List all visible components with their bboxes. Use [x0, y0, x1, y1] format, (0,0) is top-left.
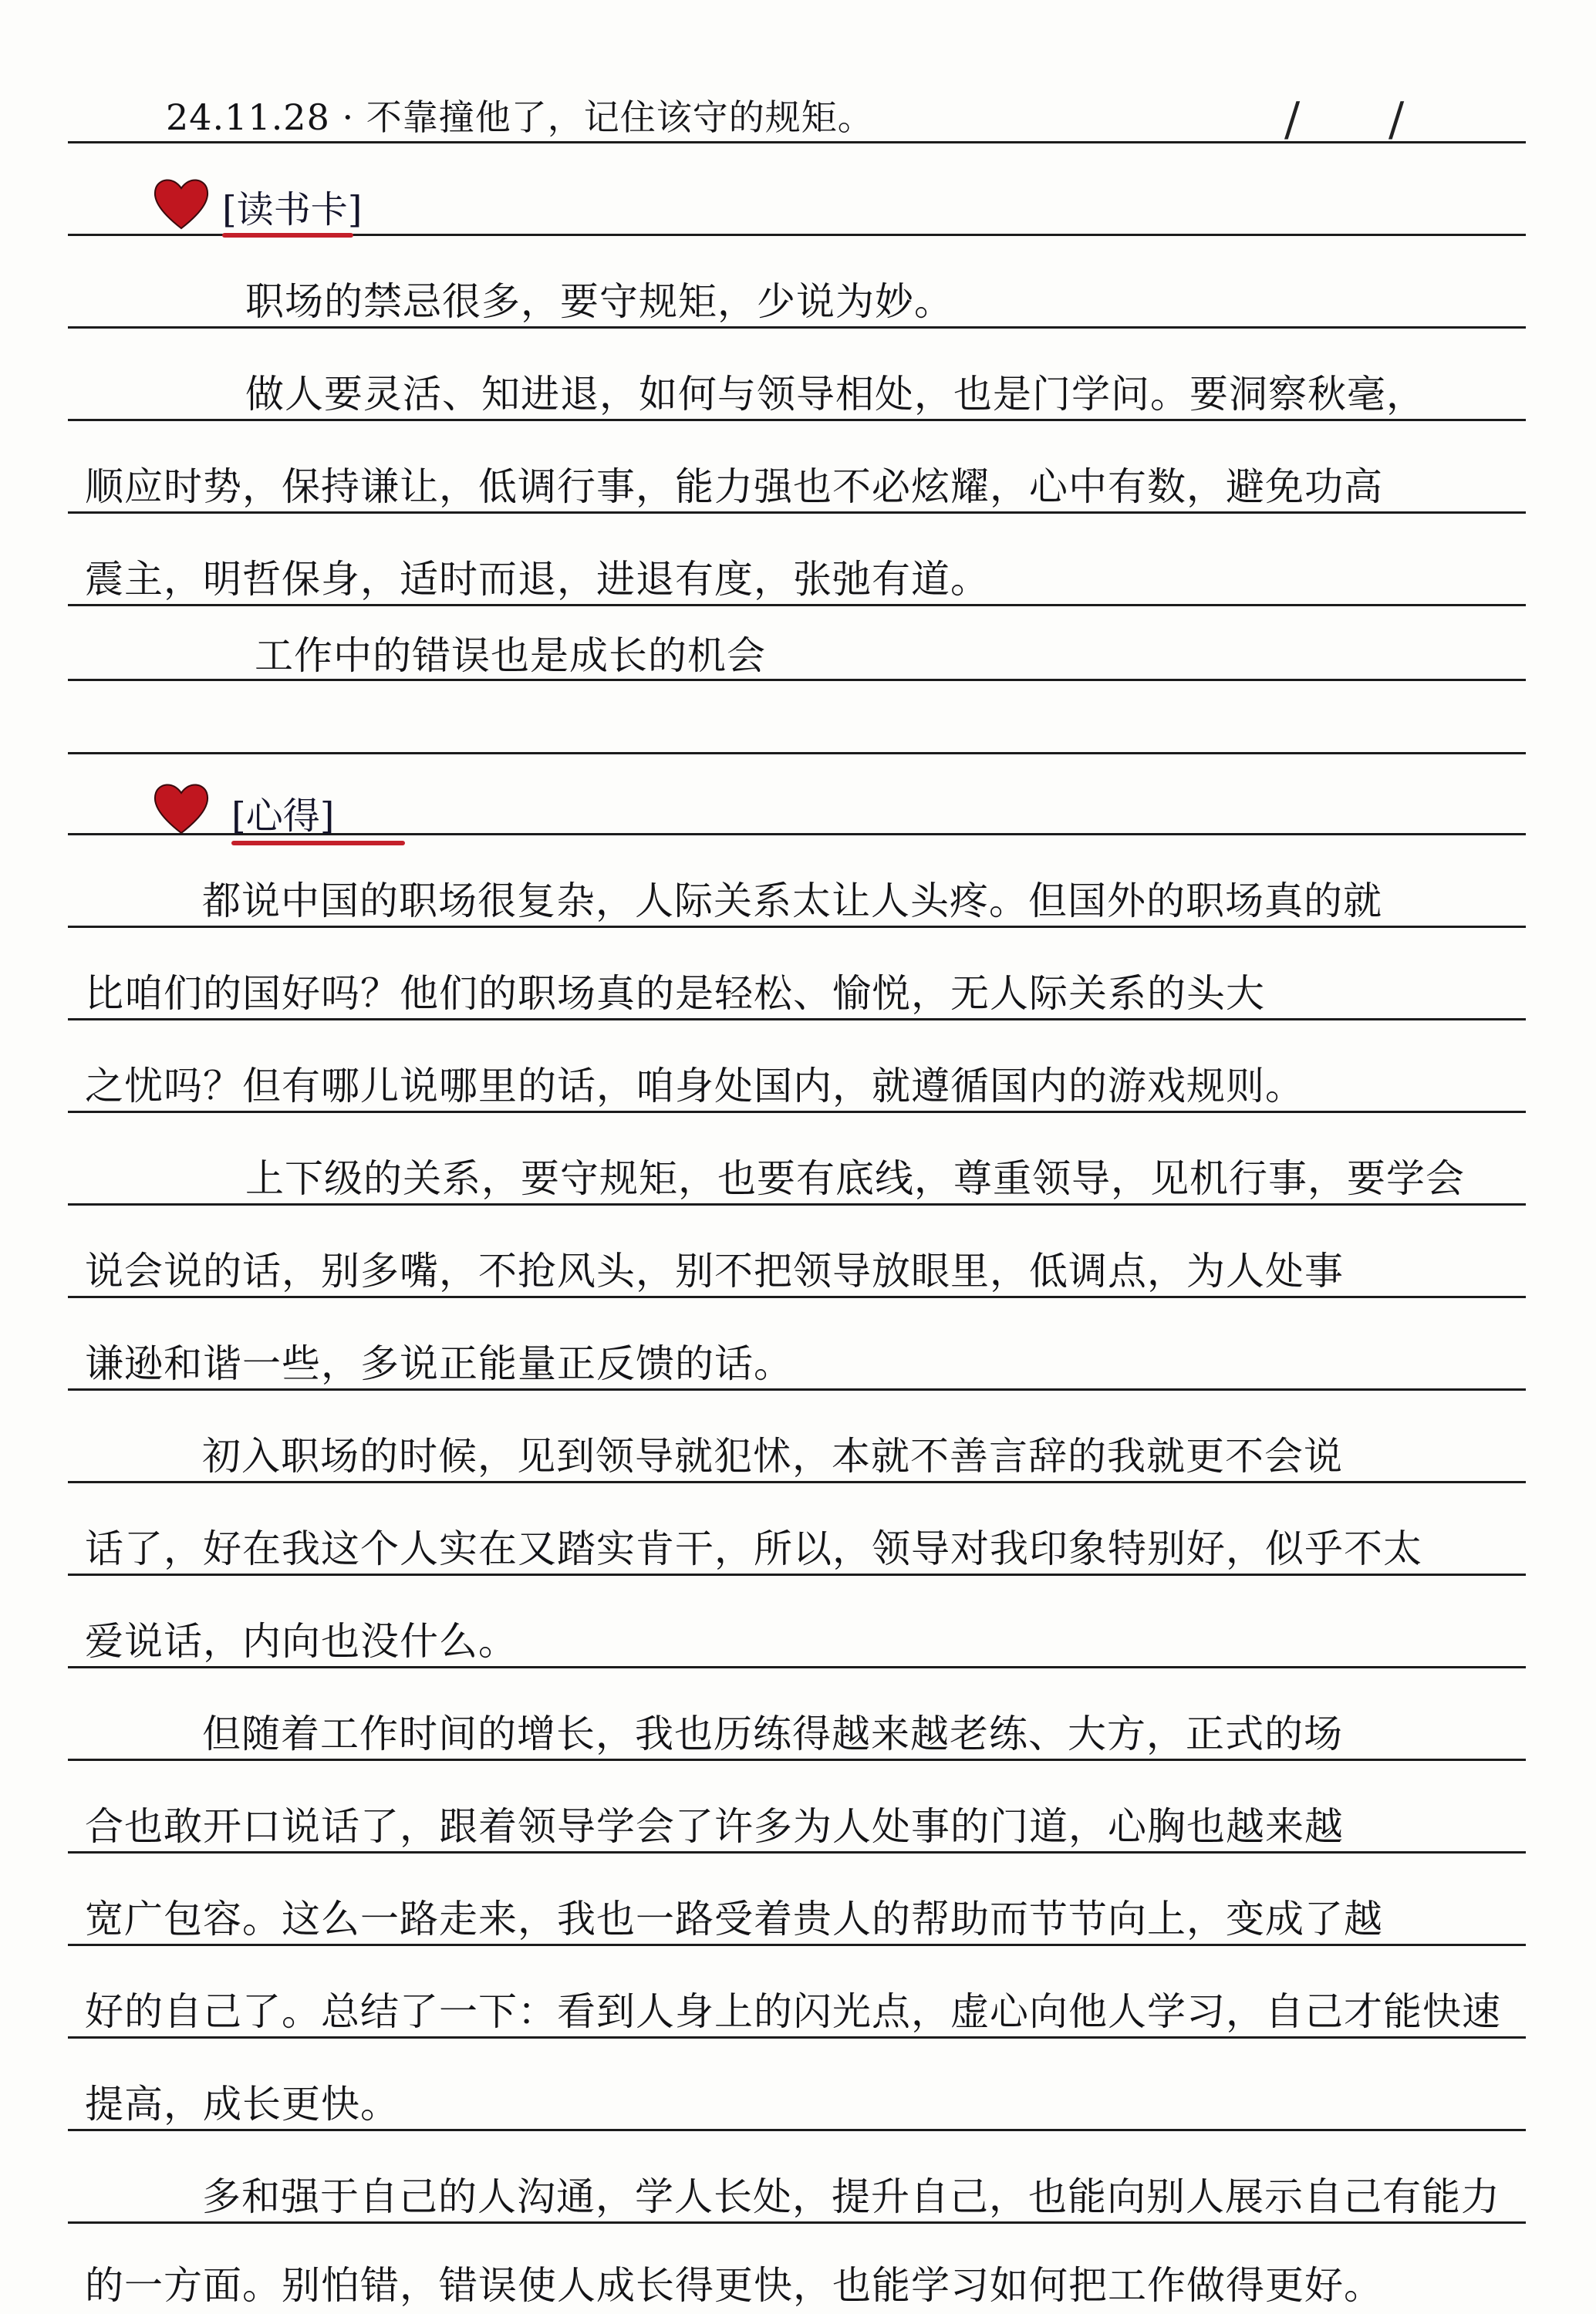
ruled-line: [68, 752, 1526, 754]
ruled-line: [68, 604, 1526, 606]
paragraph-line: 提高，成长更快。: [85, 2082, 400, 2127]
paragraph-line: 初入职场的时候，见到领导就犯怵，本就不善言辞的我就更不会说: [202, 1434, 1343, 1479]
ruled-line: [68, 419, 1526, 421]
ruled-line: [68, 141, 1526, 143]
ruled-line: [68, 2221, 1526, 2224]
paragraph-line: 爱说话，内向也没什么。: [85, 1619, 518, 1664]
ruled-line: [68, 1388, 1526, 1391]
paragraph-line: 比咱们的国好吗？他们的职场真的是轻松、愉悦，无人际关系的头大: [85, 971, 1265, 1016]
paragraph-line: 说会说的话，别多嘴，不抢风头，别不把领导放眼里，低调点，为人处事: [85, 1249, 1344, 1294]
paragraph-line: 好的自己了。总结了一下：看到人身上的闪光点，虚心向他人学习，自己才能快速: [85, 1989, 1501, 2034]
ruled-line: [68, 2036, 1526, 2039]
ruled-line: [68, 1944, 1526, 1946]
ruled-line: [68, 1481, 1526, 1483]
ruled-line: [68, 326, 1526, 329]
section-heading: [读书卡]: [222, 188, 363, 231]
ruled-line: [68, 1851, 1526, 1854]
ruled-line: [68, 679, 1526, 681]
paragraph-line: 之忧吗？但有哪儿说哪里的话，咱身处国内，就遵循国内的游戏规则。: [85, 1064, 1304, 1108]
date-text: 24.11.28 · 不靠撞他了，记住该守的规矩。: [166, 96, 874, 138]
paragraph-line: 都说中国的职场很复杂，人际关系太让人头疼。但国外的职场真的就: [202, 879, 1382, 923]
paragraph-line: 谦逊和谐一些，多说正能量正反馈的话。: [85, 1341, 793, 1386]
heading-underline: [222, 233, 353, 238]
ruled-line: [68, 1018, 1526, 1020]
paragraph-line: 多和强于自己的人沟通，学人长处，提升自己，也能向别人展示自己有能力: [202, 2174, 1500, 2219]
ruled-line: [68, 2129, 1526, 2131]
ruled-line: [68, 1111, 1526, 1113]
paragraph-line: 话了，好在我这个人实在又踏实肯干，所以，领导对我印象特别好，似乎不太: [85, 1526, 1422, 1571]
heading-underline: [231, 841, 405, 845]
ruled-line: [68, 1759, 1526, 1761]
heart-icon: [151, 779, 211, 835]
heart-icon: [151, 174, 211, 230]
paragraph-line: 上下级的关系，要守规矩，也要有底线，尊重领导，见机行事，要学会: [245, 1156, 1465, 1201]
ruled-line: [68, 1203, 1526, 1206]
section-heading: [心得]: [231, 794, 335, 838]
paragraph-line: 顺应时势，保持谦让，低调行事，能力强也不必炫耀，心中有数，避免功高: [85, 464, 1383, 509]
check-mark: /: [1388, 93, 1405, 147]
paragraph-line: 职场的禁忌很多，要守规矩，少说为妙。: [245, 279, 953, 324]
ruled-line: [68, 511, 1526, 514]
ruled-line: [68, 1574, 1526, 1576]
check-mark: /: [1284, 93, 1301, 147]
paragraph-line: 的一方面。别怕错，错误使人成长得更快，也能学习如何把工作做得更好。: [85, 2263, 1383, 2308]
paragraph-line: 宽广包容。这么一路走来，我也一路受着贵人的帮助而节节向上，变成了越: [85, 1897, 1383, 1941]
ruled-line: [68, 1666, 1526, 1668]
paragraph-line: 震主，明哲保身，适时而退，进退有度，张弛有道。: [85, 557, 990, 602]
paragraph-line: 工作中的错误也是成长的机会: [255, 633, 766, 678]
paragraph-line: 合也敢开口说话了，跟着领导学会了许多为人处事的门道，心胸也越来越: [85, 1804, 1344, 1849]
ruled-line: [68, 1296, 1526, 1298]
paragraph-line: 做人要灵活、知进退，如何与领导相处，也是门学问。要洞察秋毫，: [245, 372, 1426, 417]
ruled-line: [68, 926, 1526, 928]
paragraph-line: 但随着工作时间的增长，我也历练得越来越老练、大方，正式的场: [202, 1712, 1343, 1756]
